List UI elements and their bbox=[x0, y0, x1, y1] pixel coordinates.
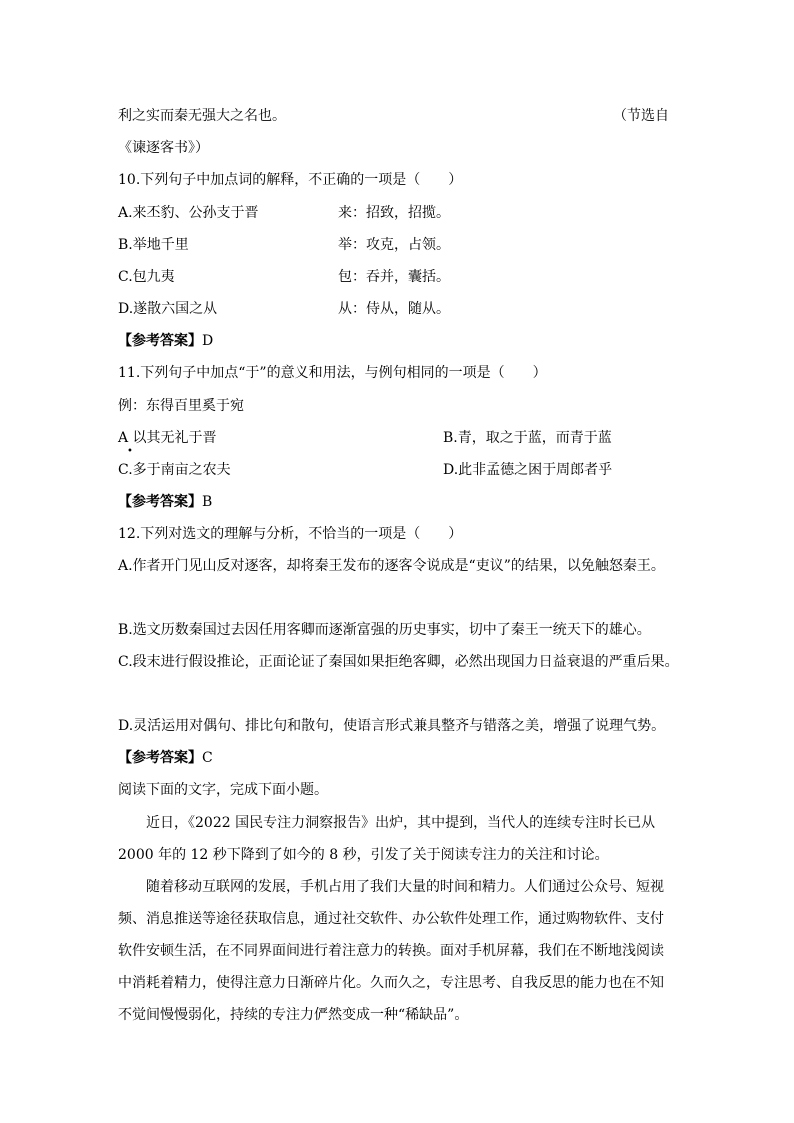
text-line: （节选自 bbox=[613, 108, 669, 124]
option-b: B.选文历数秦国过去因任用客卿而逐渐富强的历史事实，切中了秦王一统天下的雄心。 bbox=[118, 622, 651, 638]
option-d: D.灵活运用对偶句、排比句和散句，使语言形式兼具整齐与错落之美，增强了说理气势。 bbox=[118, 718, 666, 734]
example-sentence: 例：东得百里奚于宛 bbox=[118, 398, 244, 414]
question-10: 10.下列句子中加点词的解释，不正确的一项是（ ） bbox=[118, 172, 463, 188]
paragraph-line: 不觉间慢慢弱化，持续的专注力俨然变成一种“稀缺品”。 bbox=[118, 1007, 469, 1023]
answer-12 bbox=[118, 748, 213, 768]
emphasis-dot: • bbox=[127, 446, 133, 457]
paragraph-line: 频、消息推送等途径获取信息，通过社交软件、办公软件处理工作，通过购物软件、支付 bbox=[118, 911, 664, 927]
answer-value: C bbox=[202, 750, 213, 766]
question-11: 11.下列句子中加点“于”的意义和用法，与例句相同的一项是（ ） bbox=[118, 365, 547, 381]
text-line: 《谏逐客书》） bbox=[118, 140, 209, 156]
option-c-explanation: 包：吞并，囊括。 bbox=[338, 269, 450, 285]
option-b-explanation: 举：攻克，占领。 bbox=[338, 237, 450, 253]
option-d: D.此非孟德之困于周郎者乎 bbox=[443, 462, 613, 478]
question-12: 12.下列对选文的理解与分析，不恰当的一项是（ ） bbox=[118, 526, 463, 542]
option-a-explanation: 来：招致，招揽。 bbox=[338, 205, 450, 221]
option-c: C.多于南亩之农夫 bbox=[118, 462, 231, 478]
option-a: A.作者开门见山反对逐客，却将秦王发布的逐客令说成是“吏议”的结果，以免触怒秦王。 bbox=[118, 558, 665, 574]
answer-10 bbox=[118, 331, 213, 351]
option-d-explanation: 从：侍从，随从。 bbox=[338, 301, 450, 317]
option-c: C.段末进行假设推论，正面论证了秦国如果拒绝客卿，必然出现国力日益衰退的严重后果。 bbox=[118, 654, 679, 670]
option-b: B.青，取之于蓝，而青于蓝 bbox=[443, 430, 612, 446]
answer-label: 【参考答案】 bbox=[118, 494, 202, 510]
answer-label: 【参考答案】 bbox=[118, 333, 202, 349]
answer-11 bbox=[118, 492, 212, 512]
answer-value: B bbox=[202, 494, 213, 510]
option-b: B.举地千里 bbox=[118, 237, 189, 253]
paragraph-line: 随着移动互联网的发展，手机占用了我们大量的时间和精力。人们通过公众号、短视 bbox=[146, 879, 664, 895]
paragraph-line: 近日，《2022 国民专注力洞察报告》出炉，其中提到，当代人的连续专注时长已从 bbox=[146, 815, 656, 831]
option-a: A.来丕豹、公孙支于晋 bbox=[118, 205, 259, 221]
reading-instruction: 阅读下面的文字，完成下面小题。 bbox=[118, 782, 328, 798]
answer-value: D bbox=[202, 333, 214, 349]
paragraph-line: 2000 年的 12 秒下降到了如今的 8 秒，引发了关于阅读专注力的关注和讨论。 bbox=[118, 847, 609, 863]
paragraph-line: 中消耗着精力，使得注意力日渐碎片化。久而久之，专注思考、自我反思的能力也在不知 bbox=[118, 975, 664, 991]
paragraph-line: 软件安顿生活，在不同界面间进行着注意力的转换。面对手机屏幕，我们在不断地浅阅读 bbox=[118, 943, 664, 959]
option-d: D.遂散六国之从 bbox=[118, 301, 218, 317]
option-c: C.包九夷 bbox=[118, 269, 175, 285]
answer-label: 【参考答案】 bbox=[118, 750, 202, 766]
text-line: 利之实而秦无强大之名也。 bbox=[118, 108, 286, 124]
option-a: A 以其无礼于晋 bbox=[118, 430, 217, 446]
